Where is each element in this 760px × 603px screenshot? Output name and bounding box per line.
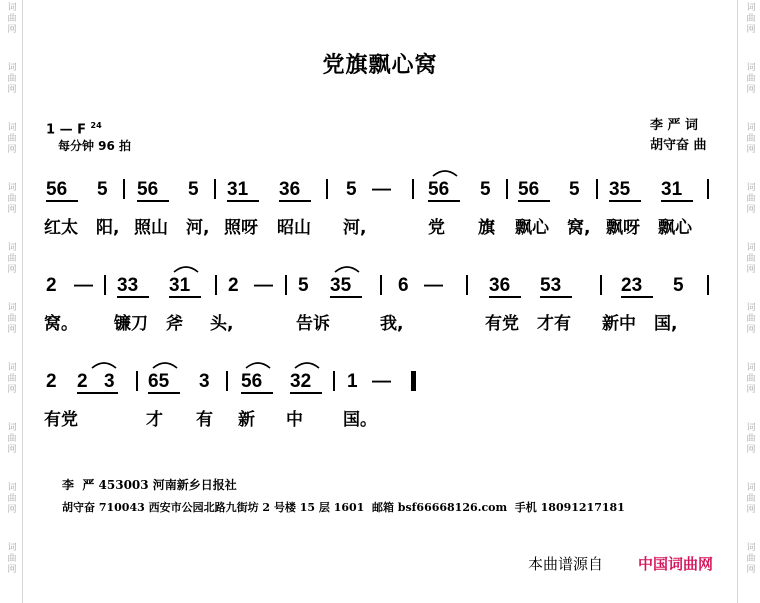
note: 5 bbox=[673, 275, 684, 296]
eighth-underline bbox=[148, 392, 180, 394]
lyric-syllable: 有党 bbox=[44, 410, 78, 430]
lyric-syllable: 照山 bbox=[134, 218, 168, 238]
watermark-char: 词 bbox=[7, 543, 17, 553]
bar-line bbox=[707, 179, 709, 199]
note: 2 bbox=[46, 371, 57, 392]
watermark-char: 词 bbox=[746, 123, 756, 133]
watermark-char: 曲 bbox=[746, 134, 756, 144]
watermark-char: 网 bbox=[7, 505, 17, 515]
note-group: 53 bbox=[540, 275, 562, 296]
note-group: 56 bbox=[428, 179, 450, 200]
note-group: 31 bbox=[227, 179, 249, 200]
lyric-syllable: 才有 bbox=[537, 314, 571, 334]
lyric-syllable: 新 bbox=[238, 410, 255, 430]
watermark-char: 词 bbox=[746, 243, 756, 253]
lyric-syllable: 飘心 bbox=[658, 218, 692, 238]
watermark-char: 网 bbox=[7, 325, 17, 335]
note: 5 bbox=[97, 179, 108, 200]
dash: — bbox=[74, 275, 93, 296]
lyric-syllable: 飘呀 bbox=[606, 218, 640, 238]
note: 2 bbox=[228, 275, 239, 296]
watermark-char: 曲 bbox=[7, 494, 17, 504]
watermark-char: 网 bbox=[7, 445, 17, 455]
lyric-syllable: 党 bbox=[428, 218, 445, 238]
bar-line bbox=[596, 179, 598, 199]
slur-mark bbox=[431, 166, 459, 178]
lyric-syllable: 飘心 bbox=[515, 218, 549, 238]
note-group: 31 bbox=[169, 275, 191, 296]
watermark-char: 曲 bbox=[746, 494, 756, 504]
slur-mark bbox=[172, 262, 200, 274]
lyric-syllable: 昭山 bbox=[277, 218, 311, 238]
dash: — bbox=[372, 179, 391, 200]
lyric-syllable: 旗 bbox=[478, 218, 495, 238]
time-signature-top: 2 bbox=[90, 121, 97, 130]
watermark-char: 网 bbox=[746, 25, 756, 35]
slur-mark bbox=[90, 358, 118, 370]
watermark-char: 曲 bbox=[746, 254, 756, 264]
lyric-syllable: 国。 bbox=[343, 410, 377, 430]
note-group: 56 bbox=[137, 179, 159, 200]
note-group: 36 bbox=[279, 179, 301, 200]
watermark-char: 曲 bbox=[746, 314, 756, 324]
watermark-char: 词 bbox=[7, 423, 17, 433]
note: 2 bbox=[46, 275, 57, 296]
dash: — bbox=[254, 275, 273, 296]
watermark-char: 曲 bbox=[746, 74, 756, 84]
bar-line bbox=[214, 179, 216, 199]
eighth-underline bbox=[661, 200, 693, 202]
composer-contact-line: 胡守奋 710043 西安市公园北路九街坊 2 号楼 15 层 1601 邮箱 bsf66668126.com 手机 18091217181 bbox=[62, 501, 625, 514]
note: 3 bbox=[104, 371, 115, 392]
note: 5 bbox=[569, 179, 580, 200]
watermark-char: 曲 bbox=[7, 74, 17, 84]
final-bar-line bbox=[411, 371, 416, 391]
source-label: 本曲谱源自 bbox=[528, 555, 604, 573]
watermark-char: 网 bbox=[746, 565, 756, 575]
note-group: 56 bbox=[241, 371, 263, 392]
lyric-syllable: 斧 bbox=[166, 314, 183, 334]
watermark-char: 词 bbox=[746, 363, 756, 373]
watermark-char: 词 bbox=[7, 3, 17, 13]
watermark-char: 词 bbox=[746, 303, 756, 313]
bar-line bbox=[123, 179, 125, 199]
watermark-char: 网 bbox=[7, 205, 17, 215]
lyric-syllable: 我, bbox=[380, 314, 404, 334]
lyric-syllable: 中 bbox=[286, 410, 303, 430]
lyric-syllable: 窝。 bbox=[44, 314, 78, 334]
watermark-char: 网 bbox=[7, 265, 17, 275]
note-group: 35 bbox=[330, 275, 352, 296]
watermark-char: 词 bbox=[7, 363, 17, 373]
eighth-underline bbox=[518, 200, 550, 202]
time-signature-bottom: 4 bbox=[96, 121, 102, 130]
lyric-syllable: 告诉 bbox=[296, 314, 330, 334]
watermark-char: 词 bbox=[746, 423, 756, 433]
lyricist-credit: 李 严 词 bbox=[650, 118, 699, 133]
eighth-underline bbox=[279, 200, 311, 202]
watermark-char: 词 bbox=[746, 183, 756, 193]
watermark-char: 网 bbox=[7, 385, 17, 395]
lyric-syllable: 窝, bbox=[567, 218, 591, 238]
key-text: 1 — F bbox=[46, 122, 86, 138]
eighth-underline bbox=[489, 296, 521, 298]
eighth-underline bbox=[46, 200, 78, 202]
eighth-underline bbox=[241, 392, 273, 394]
lyric-syllable: 河, bbox=[186, 218, 210, 238]
watermark-char: 词 bbox=[7, 483, 17, 493]
watermark-char: 词 bbox=[746, 543, 756, 553]
watermark-char: 词 bbox=[7, 243, 17, 253]
watermark-char: 曲 bbox=[7, 554, 17, 564]
bar-line bbox=[380, 275, 382, 295]
lyric-syllable: 有 bbox=[196, 410, 213, 430]
note-group: 35 bbox=[609, 179, 631, 200]
note-group: 56 bbox=[46, 179, 68, 200]
watermark-char: 网 bbox=[746, 445, 756, 455]
watermark-char: 网 bbox=[7, 565, 17, 575]
dash: — bbox=[424, 275, 443, 296]
note-group: 33 bbox=[117, 275, 139, 296]
eighth-underline bbox=[540, 296, 572, 298]
watermark-char: 词 bbox=[746, 3, 756, 13]
watermark-char: 词 bbox=[7, 123, 17, 133]
lyric-syllable: 照呀 bbox=[224, 218, 258, 238]
slur-mark bbox=[151, 358, 179, 370]
note: 5 bbox=[298, 275, 309, 296]
lyric-syllable: 阳, bbox=[96, 218, 120, 238]
bar-line bbox=[326, 179, 328, 199]
watermark-char: 网 bbox=[746, 145, 756, 155]
eighth-underline bbox=[290, 392, 322, 394]
watermark-char: 网 bbox=[746, 505, 756, 515]
note: 5 bbox=[188, 179, 199, 200]
bar-line bbox=[707, 275, 709, 295]
watermark-char: 曲 bbox=[746, 374, 756, 384]
note-group: 32 bbox=[290, 371, 312, 392]
lyric-syllable: 红太 bbox=[44, 218, 78, 238]
watermark-char: 网 bbox=[746, 85, 756, 95]
lyric-syllable: 有党 bbox=[485, 314, 519, 334]
eighth-underline bbox=[609, 200, 641, 202]
note-group: 65 bbox=[148, 371, 170, 392]
bar-line bbox=[333, 371, 335, 391]
lyric-syllable: 新中 bbox=[602, 314, 636, 334]
note: 6 bbox=[398, 275, 409, 296]
eighth-underline bbox=[137, 200, 169, 202]
tempo-marking: 每分钟 96 拍 bbox=[58, 139, 132, 153]
bar-line bbox=[136, 371, 138, 391]
watermark-char: 曲 bbox=[7, 434, 17, 444]
watermark-char: 词 bbox=[7, 183, 17, 193]
slur-mark bbox=[244, 358, 272, 370]
watermark-char: 词 bbox=[7, 303, 17, 313]
bar-line bbox=[285, 275, 287, 295]
watermark-char: 曲 bbox=[746, 194, 756, 204]
note: 1 bbox=[347, 371, 358, 392]
note: 5 bbox=[346, 179, 357, 200]
author-contact-line: 李 严 453003 河南新乡日报社 bbox=[62, 478, 237, 492]
note: 3 bbox=[199, 371, 210, 392]
dash: — bbox=[372, 371, 391, 392]
bar-line bbox=[506, 179, 508, 199]
lyric-syllable: 镰刀 bbox=[114, 314, 148, 334]
composer-credit: 胡守奋 曲 bbox=[650, 138, 707, 153]
watermark-char: 词 bbox=[7, 63, 17, 73]
source-site-link[interactable]: 中国词曲网 bbox=[638, 555, 714, 573]
note: 2 bbox=[77, 371, 88, 392]
lyric-syllable: 才 bbox=[146, 410, 163, 430]
watermark-char: 曲 bbox=[7, 134, 17, 144]
watermark-char: 网 bbox=[7, 85, 17, 95]
eighth-underline bbox=[428, 200, 460, 202]
note: 5 bbox=[480, 179, 491, 200]
watermark-char: 网 bbox=[746, 205, 756, 215]
watermark-char: 曲 bbox=[7, 374, 17, 384]
bar-line bbox=[600, 275, 602, 295]
bar-line bbox=[226, 371, 228, 391]
watermark-char: 曲 bbox=[7, 194, 17, 204]
lyric-syllable: 河, bbox=[343, 218, 367, 238]
song-title: 党旗飘心窝 bbox=[322, 53, 438, 78]
eighth-underline bbox=[77, 392, 118, 394]
watermark-char: 网 bbox=[746, 265, 756, 275]
eighth-underline bbox=[227, 200, 259, 202]
bar-line bbox=[466, 275, 468, 295]
lyric-syllable: 头, bbox=[210, 314, 234, 334]
lyric-syllable: 国, bbox=[654, 314, 678, 334]
watermark-char: 网 bbox=[746, 385, 756, 395]
note-group: 23 bbox=[621, 275, 643, 296]
note-group: 36 bbox=[489, 275, 511, 296]
slur-mark bbox=[333, 262, 361, 274]
watermark-char: 曲 bbox=[746, 554, 756, 564]
eighth-underline bbox=[169, 296, 201, 298]
note-group: 31 bbox=[661, 179, 683, 200]
watermark-char: 曲 bbox=[746, 434, 756, 444]
bar-line bbox=[412, 179, 414, 199]
eighth-underline bbox=[330, 296, 362, 298]
watermark-char: 曲 bbox=[7, 14, 17, 24]
note-group: 56 bbox=[518, 179, 540, 200]
watermark-char: 词 bbox=[746, 483, 756, 493]
eighth-underline bbox=[117, 296, 149, 298]
slur-mark bbox=[293, 358, 321, 370]
watermark-char: 曲 bbox=[746, 14, 756, 24]
watermark-char: 词 bbox=[746, 63, 756, 73]
bar-line bbox=[215, 275, 217, 295]
watermark-char: 曲 bbox=[7, 314, 17, 324]
watermark-char: 曲 bbox=[7, 254, 17, 264]
bar-line bbox=[104, 275, 106, 295]
watermark-char: 网 bbox=[7, 25, 17, 35]
eighth-underline bbox=[621, 296, 653, 298]
watermark-char: 网 bbox=[746, 325, 756, 335]
watermark-char: 网 bbox=[7, 145, 17, 155]
